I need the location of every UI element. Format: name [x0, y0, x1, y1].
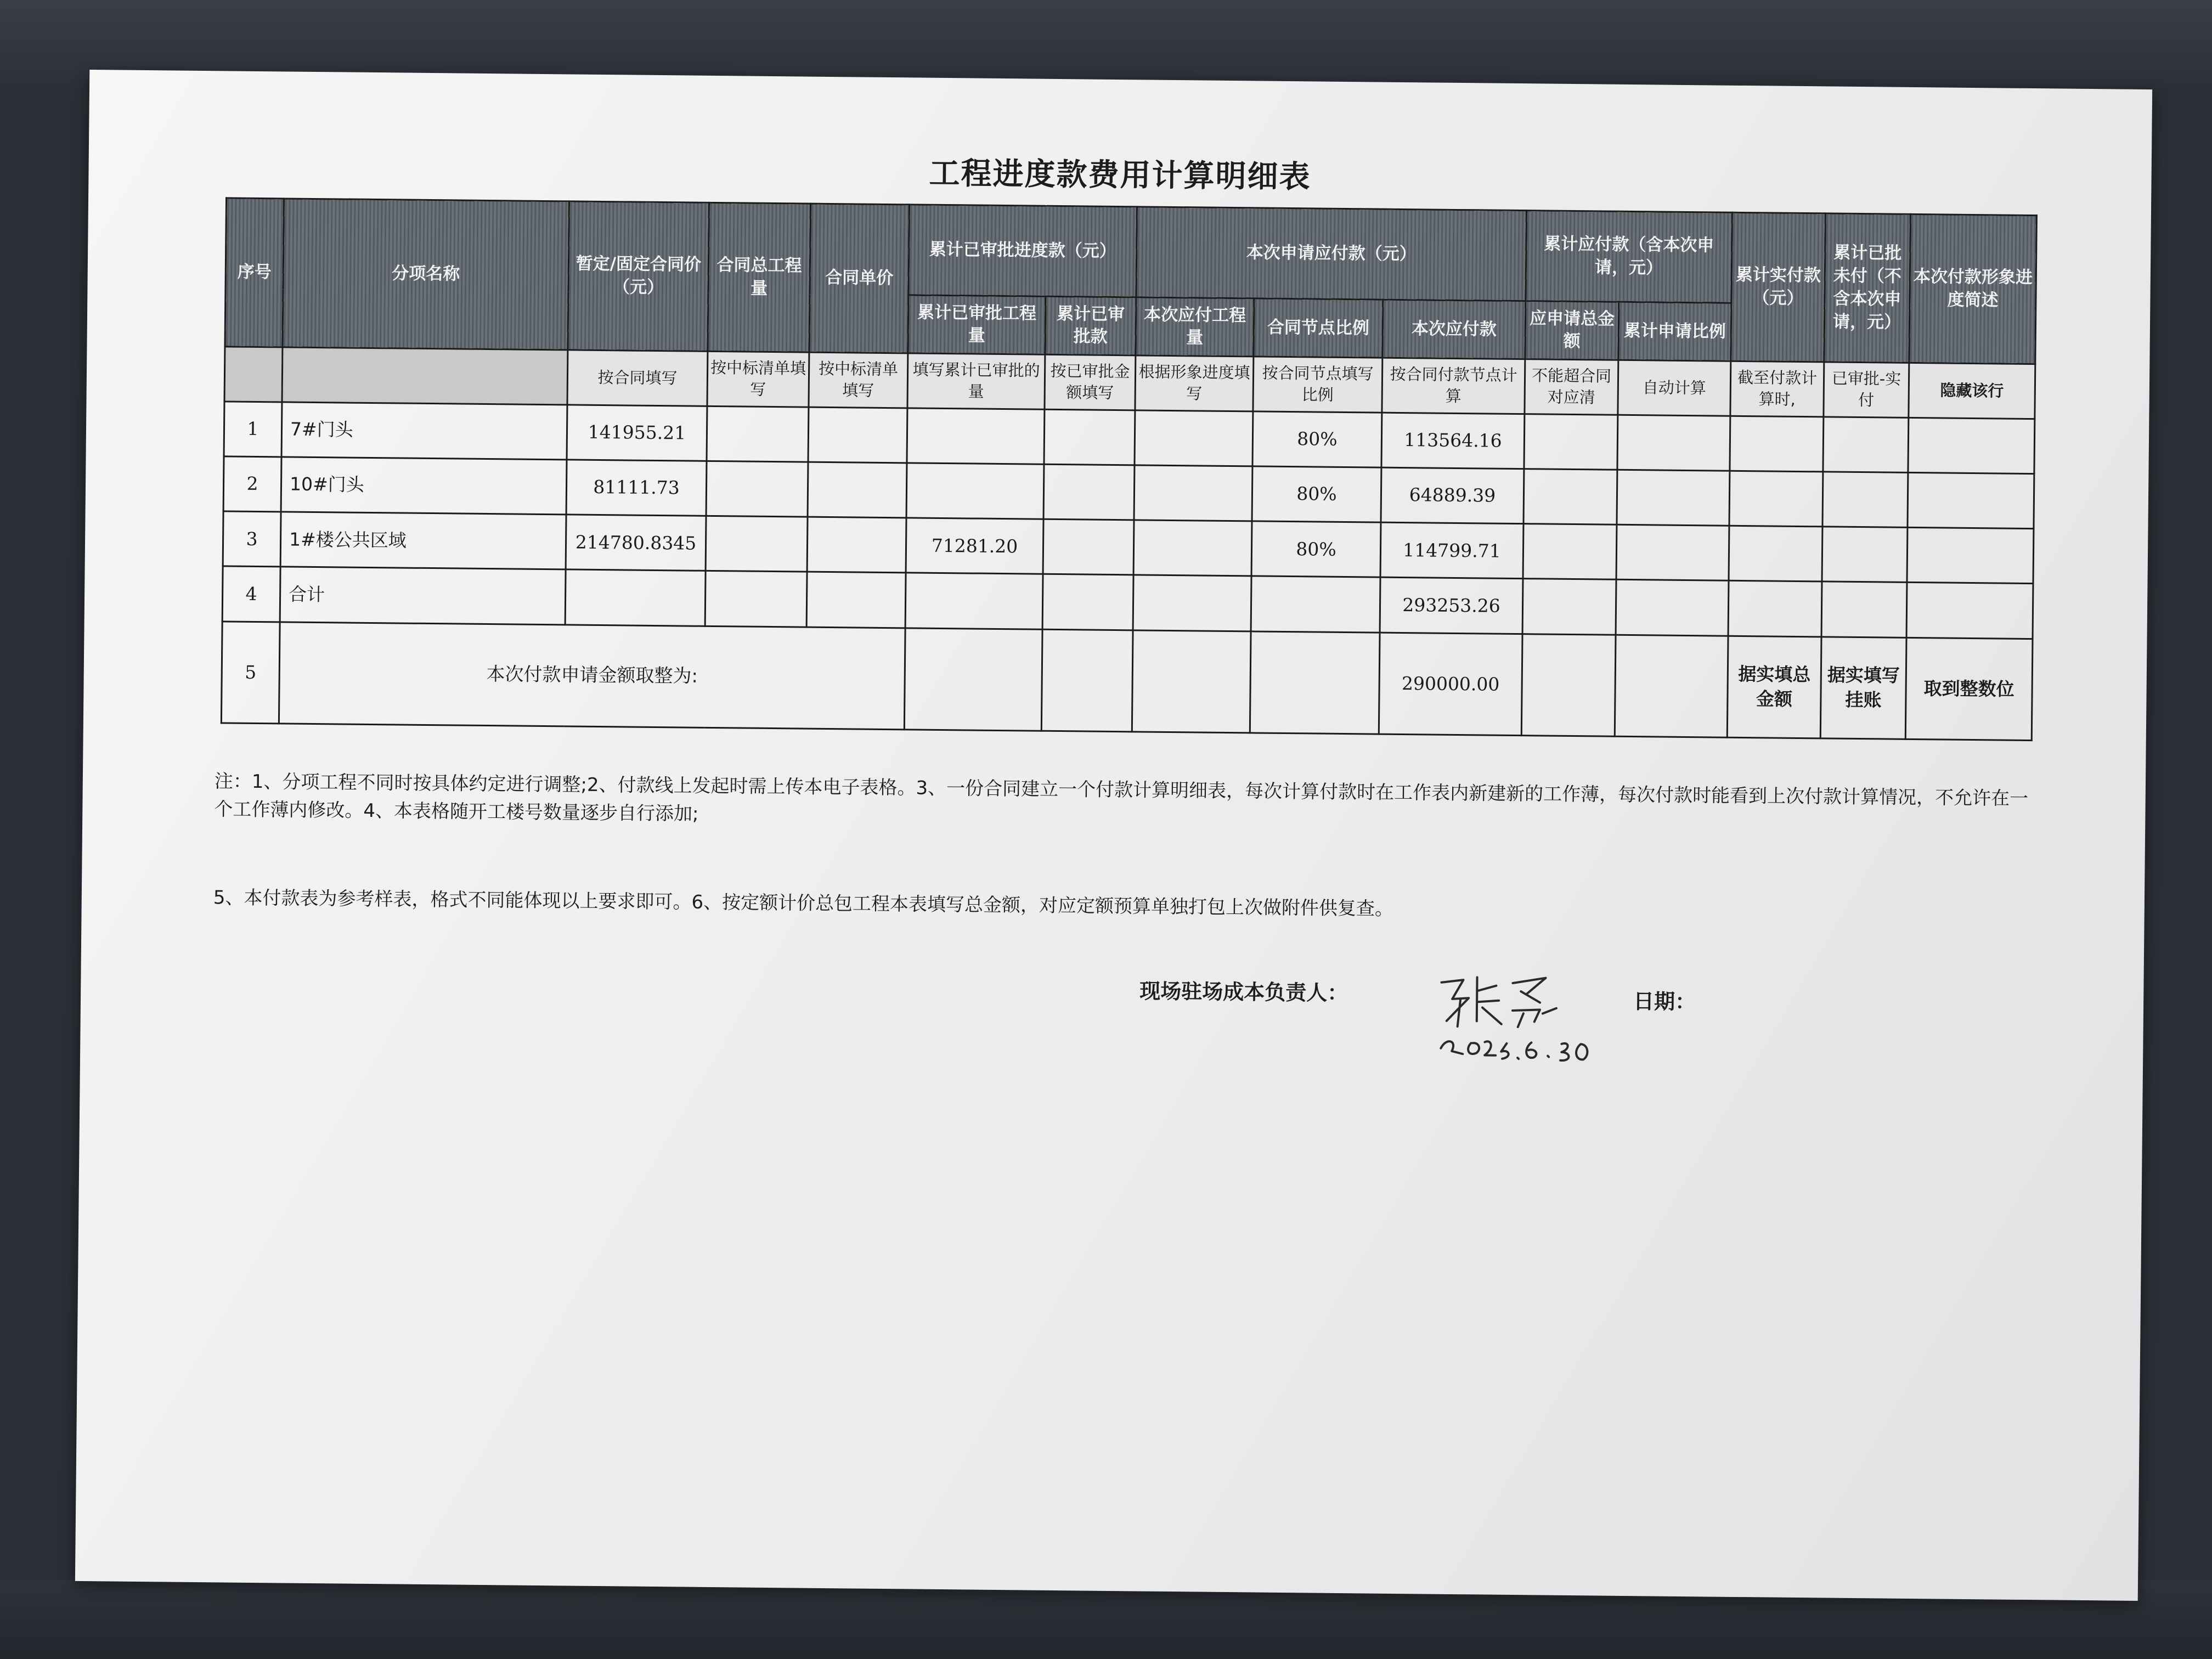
row-cum-approved-amt	[1044, 409, 1135, 465]
row-seq: 1	[224, 402, 282, 457]
header-progress-desc: 本次付款形象进度简述	[1909, 214, 2037, 364]
instruction-contract-price: 按合同填写	[567, 349, 708, 406]
row-apply-total	[1524, 414, 1618, 470]
row-contract-qty	[706, 461, 808, 517]
header-cum-paid: 累计实付款（元）	[1731, 212, 1826, 362]
row-unpaid	[1822, 527, 1908, 583]
row-node-ratio	[1251, 576, 1380, 632]
instruction-cum-paid: 截至付款计算时,	[1730, 361, 1824, 417]
row-contract-qty	[706, 516, 808, 572]
document-title: 工程进度款费用计算明细表	[929, 155, 1311, 195]
row-item-name: 1#楼公共区域	[280, 512, 566, 569]
instruction-cum-approved-qty: 填写累计已审批的量	[907, 353, 1045, 409]
row-cum-approved-qty	[905, 573, 1043, 629]
row-item-name: 10#门头	[281, 457, 567, 515]
row-progress-desc	[1908, 417, 2035, 473]
row-cum-paid	[1730, 416, 1824, 472]
instruction-contract-qty: 按中标清单填写	[707, 351, 809, 407]
header-this-qty: 本次应付工程量	[1136, 297, 1254, 356]
row-cum-paid	[1729, 471, 1823, 527]
header-cum-payable: 累计应付款（含本次申请，元）	[1526, 211, 1733, 303]
round-row-blank	[1250, 631, 1380, 734]
header-unpaid: 累计已批未付（不含本次申请，元）	[1824, 213, 1911, 363]
round-row-amount: 290000.00	[1379, 633, 1522, 736]
row-item-name: 合计	[280, 567, 566, 624]
instruction-cum-approved-amt: 按已审批金额填写	[1045, 354, 1136, 410]
round-row-blank	[1041, 629, 1133, 732]
header-apply-total: 应申请总金额	[1525, 301, 1619, 360]
row-this-qty	[1134, 465, 1252, 521]
header-contract-price: 暂定/固定合同价（元）	[568, 201, 709, 351]
row-cum-approved-qty	[906, 463, 1044, 520]
row-cum-approved-qty: 71281.20	[906, 518, 1043, 574]
row-progress-desc	[1906, 583, 2033, 639]
row-this-payable: 64889.39	[1381, 467, 1524, 524]
header-unit-price: 合同单价	[809, 204, 910, 353]
round-row-seq: 5	[221, 621, 280, 723]
row-apply-ratio	[1617, 415, 1730, 471]
row-unit-price	[806, 572, 906, 628]
row-cum-approved-amt	[1042, 574, 1133, 630]
header-node-ratio: 合同节点比例	[1254, 298, 1383, 357]
row-this-payable: 113564.16	[1381, 413, 1525, 469]
row-apply-ratio	[1616, 580, 1729, 636]
row-unpaid	[1822, 472, 1908, 528]
round-row-blank	[1132, 630, 1251, 732]
row-apply-total	[1523, 524, 1617, 580]
round-row-blank	[1615, 635, 1728, 737]
instruction-progress-desc: 隐藏该行	[1909, 363, 2035, 419]
header-cum-approved: 累计已审批进度款（元）	[909, 205, 1137, 297]
document-paper	[75, 70, 2152, 1601]
round-row-cum-paid-note: 据实填总金额	[1727, 636, 1821, 738]
row-cum-paid	[1729, 526, 1822, 582]
row-seq: 2	[223, 456, 281, 512]
row-unit-price	[807, 517, 906, 573]
header-this-apply: 本次申请应付款（元）	[1136, 207, 1527, 301]
row-apply-total	[1523, 469, 1617, 525]
row-this-qty	[1135, 410, 1253, 466]
row-progress-desc	[1908, 472, 2034, 528]
row-unpaid	[1821, 582, 1907, 637]
instruction-this-qty: 根据形象进度填写	[1135, 355, 1254, 411]
row-this-payable: 114799.71	[1380, 522, 1523, 579]
row-cum-approved-qty	[907, 408, 1045, 465]
row-unpaid	[1823, 417, 1909, 473]
round-row-label: 本次付款申请金额取整为:	[279, 622, 905, 729]
row-unit-price	[808, 462, 907, 518]
header-item-name: 分项名称	[283, 199, 569, 350]
row-node-ratio: 80%	[1251, 521, 1381, 577]
row-contract-price: 214780.8345	[566, 515, 706, 571]
row-contract-price: 141955.21	[567, 405, 707, 461]
instruction-unit-price: 按中标清单填写	[809, 352, 908, 408]
row-unit-price	[808, 407, 907, 463]
header-apply-ratio: 累计申请比例	[1618, 302, 1731, 361]
row-this-payable: 293253.26	[1380, 578, 1523, 634]
instruction-seq	[224, 346, 283, 402]
row-node-ratio: 80%	[1252, 466, 1381, 522]
header-this-payable: 本次应付款	[1383, 300, 1526, 359]
row-contract-qty	[705, 571, 807, 627]
row-cum-approved-amt	[1043, 519, 1134, 575]
instruction-apply-ratio: 自动计算	[1618, 360, 1731, 416]
instruction-this-payable: 按合同付款节点计算	[1382, 358, 1525, 414]
payment-table	[221, 197, 2038, 741]
row-seq: 4	[222, 566, 280, 622]
note-paragraph-1: 注：1、分项工程不同时按具体约定进行调整;2、付款线上发起时需上传本电子表格。3、一份合同建立一个付款计算明细表，每次计算付款时在工作表内新建新的工作薄，每次付款时能看到上次付款计算情况，不允许在一个工作薄内修改。4、本表格随开工楼号数量逐步自行添加;	[214, 770, 2029, 825]
note-paragraph-2: 5、本付款表为参考样表，格式不同能体现以上要求即可。6、按定额计价总包工程本表填写总金额，对应定额预算单独打包上次做附件供复查。	[213, 887, 1394, 920]
notes-section	[213, 768, 2041, 990]
instruction-name	[282, 347, 568, 404]
round-amount-row	[221, 621, 2033, 740]
instruction-node-ratio: 按合同节点填写比例	[1253, 356, 1383, 412]
row-apply-total	[1522, 579, 1616, 635]
row-item-name: 7#门头	[281, 402, 567, 460]
row-cum-paid	[1728, 581, 1822, 637]
round-row-blank	[904, 628, 1042, 731]
row-apply-ratio	[1616, 524, 1729, 580]
round-row-unpaid-note: 据实填写挂账	[1820, 636, 1906, 739]
row-this-qty	[1133, 575, 1251, 631]
row-cum-approved-amt	[1043, 464, 1135, 520]
header-contract-qty: 合同总工程量	[708, 202, 811, 352]
date-label: 日期：	[1633, 989, 1696, 1014]
instruction-apply-total: 不能超合同对应清	[1525, 359, 1618, 415]
row-apply-ratio	[1617, 470, 1730, 526]
header-row-1	[225, 198, 2036, 306]
handwritten-signature	[1430, 961, 1650, 1073]
row-contract-price	[565, 569, 706, 626]
instruction-unpaid: 已审批-实付	[1824, 362, 1909, 417]
row-progress-desc	[1907, 528, 2034, 584]
round-row-desc-note: 取到整数位	[1905, 637, 2033, 741]
row-seq: 3	[223, 511, 281, 567]
row-node-ratio: 80%	[1252, 411, 1382, 467]
header-cum-approved-qty: 累计已审批工程量	[908, 295, 1046, 354]
row-contract-price: 81111.73	[566, 460, 707, 516]
row-contract-qty	[707, 406, 809, 462]
header-cum-approved-amt: 累计已审批款	[1045, 297, 1136, 356]
header-seq: 序号	[225, 198, 284, 347]
row-this-qty	[1133, 520, 1252, 576]
responsible-label: 现场驻场成本负责人：	[1139, 979, 1348, 1006]
round-row-blank	[1521, 634, 1616, 736]
